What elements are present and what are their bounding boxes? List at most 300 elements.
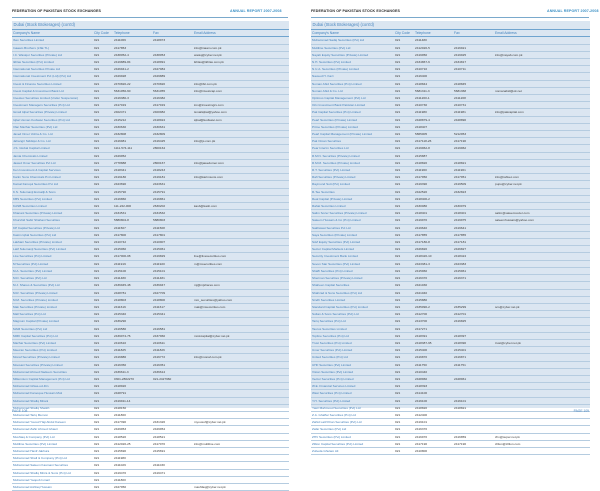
company-name: Noman Abid & Co. Ltd (312, 88, 343, 93)
telephone: 2434531 (114, 211, 127, 216)
right-page (300, 0, 600, 453)
city-code: 021 (94, 81, 100, 86)
company-name: Shaffi Securities (Pvt) Limited (312, 268, 353, 273)
table-row (311, 383, 590, 390)
company-name: Karim Sons Chemicals Pvt Limited (13, 175, 61, 180)
email-address: pupu@cyber.net.pk (495, 182, 522, 187)
company-name: Zafar Securities (Pvt) Ltd (312, 427, 347, 432)
fax: 2419925 (454, 52, 467, 57)
company-name: Mak Securities (Private) Limited (13, 304, 57, 309)
table-row (311, 59, 590, 66)
company-name: Muhammad Sadiq Securities (Pvt) Ltd (312, 38, 365, 43)
telephone: 2412020-25 (114, 441, 131, 446)
fax: 2418821 (454, 405, 467, 410)
company-name: Sultan & Sons Securities (Pvt) Ltd (312, 312, 359, 317)
column-header-name: Company's Name (13, 31, 40, 35)
telephone: 2419101 (415, 420, 428, 425)
city-code: 021 (94, 96, 100, 101)
company-name: MMK Capital Securities (Pvt) Ltd (13, 333, 58, 338)
company-name: Muhammad Shafiq Mirani (13, 398, 49, 403)
telephone: 2434867-6 (415, 60, 430, 64)
telephone: 2411480 (415, 38, 427, 43)
table-row (12, 95, 289, 102)
company-name: R.M.M. Securities (Private) Limited (312, 160, 360, 165)
company-name: Nayab Equity Securities (Private) Limited (312, 52, 369, 57)
fax: 2423631 (153, 182, 166, 187)
company-name: Tariq Securities (Pvt) Ltd (312, 319, 346, 324)
city-code: 021 (94, 132, 100, 137)
fax: 2410711 (454, 67, 466, 72)
table-row (12, 217, 289, 224)
company-name: Noman Abid Securities (Pvt) Limited (312, 81, 362, 86)
company-name: Invest & Finance Securities Limited (13, 81, 62, 86)
telephone: 2402471 (114, 110, 127, 115)
telephone: 2423690 (114, 182, 127, 187)
page-number: PAGE 109 (573, 409, 589, 413)
fax: 2411920 (153, 261, 165, 266)
company-name: Muhammad Shafiq Mirza & Sons (Pvt) Ltd (13, 470, 71, 475)
telephone: 2418387-95 (415, 340, 432, 345)
table-row (12, 225, 289, 232)
fax: 2416772 (153, 355, 166, 360)
fax: 2427709 (153, 290, 166, 295)
email-address: kasb@kasb.com (194, 204, 217, 209)
city-code: 021 (94, 204, 100, 209)
company-name: R.T. Securities (Pvt) Limited (312, 168, 351, 173)
telephone: 2415340 (114, 312, 127, 317)
fax: 2419181 (153, 175, 166, 180)
telephone: 2417390 (114, 420, 127, 425)
telephone: 2410610 (114, 340, 127, 345)
telephone: 2411960 (415, 168, 427, 173)
table-row (311, 145, 590, 152)
telephone: 2422520 (415, 189, 428, 194)
company-name: Real Capital (Private) Limited (312, 196, 353, 201)
city-code: 021 (94, 376, 100, 381)
table-row (12, 470, 289, 477)
telephone: 2411200-1 (415, 96, 430, 101)
company-name: Standard Capital Securities (Pvt) Limited (312, 304, 368, 309)
telephone: 2436611-3 (114, 369, 129, 374)
telephone: 2419911-14 (114, 398, 131, 403)
fax: 2800167 (153, 160, 166, 165)
telephone: 2411750 (415, 362, 427, 367)
company-name: Shahzad & Sons Securities (Pvt) Ltd (312, 290, 363, 295)
city-code: 021 (94, 139, 100, 144)
table-row (12, 455, 289, 462)
city-code: 021 (94, 117, 100, 122)
table-row (12, 81, 289, 88)
city-code: 021 (94, 146, 100, 151)
city-code: 021 (94, 420, 100, 425)
fax: 2419509 (454, 182, 467, 187)
table-row (311, 73, 590, 80)
email-address: ismailiqbal@yahoo.com (194, 110, 227, 115)
table-row (12, 253, 289, 260)
telephone: 2418820 (415, 160, 428, 165)
fax: 2427084 (153, 67, 166, 72)
table-row (311, 376, 590, 383)
table-row (12, 210, 289, 217)
telephone: 2410742 (114, 240, 127, 245)
email-address: wasiq@cyber.net.pk (194, 52, 222, 57)
company-name: Ismail Iqbal Securities (Private) Limited (13, 110, 67, 115)
telephone: 2416100 (415, 398, 428, 403)
telephone: 2418820 (415, 405, 428, 410)
company-name: Shaheen Capital Securities (312, 283, 350, 288)
email-address: saleemhussain@yahoo.com (495, 218, 534, 223)
fax: 2416921 (454, 45, 467, 50)
fax: 5212953 (454, 132, 467, 137)
column-header-fax: Fax (454, 31, 460, 35)
fax: 2416871 (454, 355, 467, 360)
company-name: Multiline Securities (Pvt) Ltd (312, 45, 351, 50)
city-code: 021 (395, 211, 401, 216)
company-name: Vision Securities (Pvt) Limited (312, 369, 354, 374)
telephone: 2410800 (415, 448, 428, 453)
city-code: 021 (395, 103, 401, 108)
telephone: 2429952 (114, 153, 127, 158)
city-code: 021 (395, 196, 401, 201)
company-name: W.E. Financial Services Limited (312, 384, 356, 389)
city-code: 021 (94, 240, 100, 245)
city-code: 021 (395, 175, 401, 180)
email-address: info@inaam.com.pk (194, 45, 222, 50)
company-name: Prime Securities (Private) Limited (312, 124, 358, 129)
fax: 2434532 (153, 211, 166, 216)
city-code: 021 (395, 448, 401, 453)
company-name: Salim Sozer Securities (Private) Limited (312, 211, 367, 216)
city-code: 021 (94, 261, 100, 266)
table-row (12, 412, 289, 419)
company-name: M.M. Securities (Private) Limited (13, 297, 58, 302)
fax: 2411508 (153, 225, 165, 230)
table-row (311, 81, 590, 88)
city-code: 021 (94, 312, 100, 317)
company-name: Kamal Faruqui Securities Pvt Ltd (13, 182, 59, 187)
city-code: 021 (395, 182, 401, 187)
city-code: 021 (94, 189, 100, 194)
table-row (12, 383, 289, 390)
city-code: 021 (94, 211, 100, 216)
company-name: MAM Securities (Pvt) Ltd (13, 326, 48, 331)
company-name: Pearl Capital Management (Private) Limited (312, 132, 373, 137)
table-row (311, 333, 590, 340)
fax: 2411030 (153, 463, 165, 468)
company-name: M.A. Securities (Pvt) Limited (13, 268, 53, 273)
city-code: 021 (395, 67, 401, 72)
fax: 2418401 (454, 211, 467, 216)
table-row (311, 181, 590, 188)
telephone: 2417000-08 (114, 254, 131, 259)
fax: 2419829 (153, 254, 166, 259)
city-code: 021 (94, 276, 100, 281)
company-name: Naveed H. Kazi (312, 74, 334, 79)
fax: 2418390 (454, 340, 467, 345)
company-name: M.R. Securities (Private) Limited (13, 290, 58, 295)
table-row (311, 102, 590, 109)
city-code: 021 (94, 326, 100, 331)
company-name: Saya Securities (Private) Limited (312, 232, 357, 237)
telephone: 2410730 (415, 103, 428, 108)
telephone: 2416970 (415, 434, 428, 439)
telephone: 2411825 (114, 348, 126, 353)
city-code: 021 (395, 96, 401, 101)
telephone: 2428879-4 (415, 117, 430, 122)
fax: 2800164 (153, 146, 166, 151)
city-code: 021 (94, 319, 100, 324)
table-row (12, 390, 289, 397)
column-header-email: Email Address (495, 31, 517, 35)
page-number: PAGE 108 (12, 409, 28, 413)
telephone: 5865005 (415, 132, 428, 137)
fax: 2428890 (454, 117, 467, 122)
email-address: mak@msecurities.com (194, 304, 226, 309)
table-row (12, 484, 289, 491)
telephone: 2419970 (415, 218, 428, 223)
email-address: ims@investmgrs.com (194, 103, 224, 108)
fax: 2415341 (153, 312, 166, 317)
header-report-title: ANNUAL REPORT 2007-2008 (230, 9, 282, 13)
table-row (12, 131, 289, 138)
telephone: 2410440 (415, 369, 428, 374)
fax: 2416351 (153, 362, 166, 367)
fax: 2417181 (454, 240, 467, 245)
company-name: N.H. Securities (Pvt) Limited (312, 60, 351, 64)
company-name: Muhammad Yousuf Haji Abdul Kareem (13, 420, 66, 425)
city-code: 021 (395, 355, 401, 360)
table-row (12, 282, 289, 289)
company-name: Mazhar Securities (Pvt) Limited (13, 340, 56, 345)
city-code: 021 (94, 268, 100, 273)
fax: 2423383 (454, 261, 467, 266)
page-header (311, 9, 599, 13)
city-code: 021 (395, 168, 401, 173)
city-code: 021 (94, 297, 100, 302)
city-code: 021 (395, 189, 401, 194)
city-code: 021 (395, 412, 401, 417)
company-name: Pearl Securities (Private) Limited (312, 117, 358, 122)
company-name: Mohammad Ghias-ud-Din (13, 384, 49, 389)
fax: 5631055 (153, 88, 166, 93)
city-code: 021 (94, 160, 100, 165)
company-name: Taurus Securities Limited (312, 326, 347, 331)
city-code: 021 (94, 88, 100, 93)
fax: 2411617 (153, 304, 165, 309)
table-row (311, 405, 590, 412)
telephone: 2410710 (415, 67, 428, 72)
city-code: 021 (94, 441, 100, 446)
city-code: 021 (94, 348, 100, 353)
telephone: 2415880 (415, 297, 428, 302)
company-name: Invest Capital & Investment Bank Ltd (13, 88, 64, 93)
email-address: info@jawedomer.com (194, 160, 224, 165)
table-row (311, 268, 590, 275)
table-row (311, 419, 590, 426)
city-code: 021 (94, 477, 100, 482)
company-name: Monaf Securities (Private) Limited (13, 355, 60, 360)
table-row (12, 462, 289, 469)
table-row (311, 160, 590, 167)
fax: 2428961 (454, 376, 467, 381)
header-rule (311, 17, 589, 18)
telephone: 2417118-26 (415, 139, 432, 144)
table-row (311, 318, 590, 325)
telephone: 1111-574-111 (114, 146, 133, 151)
company-name: I.C. Wasiqur Securities (Private) Ltd (13, 52, 63, 57)
city-code: 021 (94, 38, 100, 43)
email-address: info@rafisec.com (495, 175, 519, 180)
telephone: 2416350 (114, 362, 127, 367)
company-name: Jahangir Siddiqui & Co. Ltd (13, 139, 51, 144)
city-code: 021 (94, 45, 100, 50)
table-row (12, 297, 289, 304)
city-code: 021 (395, 405, 401, 410)
telephone: 2411980 (415, 110, 427, 115)
company-name: Mushtaq & Company (Pvt) Ltd (13, 434, 55, 439)
city-code: 021 (94, 391, 100, 396)
company-name: Sector Capital Markets Limited (312, 247, 355, 252)
company-name: KP Capital Securities (Private) Ltd (13, 225, 60, 230)
fax: 2415401 (454, 348, 467, 353)
fax: 2415061 (153, 247, 166, 252)
fax: 2417070 (153, 441, 166, 446)
city-code: 021 (94, 254, 100, 259)
telephone: 2419962-8 (415, 146, 430, 151)
table-row (12, 398, 289, 405)
table-row (311, 124, 590, 131)
telephone: 2419889-84 (114, 60, 131, 64)
page-header (12, 9, 288, 13)
email-address: salim@saleemsozer.com (495, 211, 530, 216)
table-row (311, 412, 590, 419)
city-code: 021 (395, 225, 401, 230)
telephone: 2418401 (415, 211, 428, 216)
city-code: 021 (395, 45, 401, 50)
telephone: 2417271 (415, 326, 428, 331)
fax: 2400982 (153, 110, 166, 115)
company-name: M.D. Securities (Pvt) Ltd (13, 276, 47, 281)
telephone: 2418844 (415, 81, 428, 86)
table-row (311, 95, 590, 102)
city-code: 021 (395, 304, 401, 309)
telephone: 2417853 (114, 45, 127, 50)
table-row (12, 203, 289, 210)
city-code: 021 (94, 448, 100, 453)
fax: 2417190 (454, 139, 467, 144)
column-header-city: City Code (395, 31, 410, 35)
city-code: 021 (395, 369, 401, 374)
company-name: Iqbal Usman Kodwavi Securities (Pvt) Ltd (13, 117, 70, 122)
table-row (12, 362, 289, 369)
fax: 2435299 (454, 304, 467, 309)
telephone: 2430080 (415, 204, 428, 209)
table-row (12, 405, 289, 412)
company-name: Sakhawat Securities Pvt Ltd (312, 225, 351, 230)
table-row (12, 189, 289, 196)
company-name: Z.A. Ghaffar Securities (Pvt) Ltd (312, 412, 356, 417)
city-code: 021 (395, 420, 401, 425)
telephone: 2416400 (415, 74, 428, 79)
city-code: 021 (395, 153, 401, 158)
company-name: Moosani Securities (Private) Limited (13, 362, 63, 367)
city-code: 021 (395, 218, 401, 223)
company-name: KASB Securities Limited (13, 204, 47, 209)
city-code: 021 (395, 434, 401, 439)
city-code: 021 (395, 297, 401, 302)
table-row (311, 196, 590, 203)
city-code: 021 (395, 261, 401, 266)
city-code: 021 (395, 427, 401, 432)
email-address: mmkcapital@cyber.net.pk (194, 333, 230, 338)
table-row (12, 426, 289, 433)
table-row (12, 477, 289, 484)
email-address: trust@cyber.net.pk (495, 340, 521, 345)
table-row (311, 138, 590, 145)
email-address: info@nayab.com.pk (495, 52, 523, 57)
fax: 2431326 (153, 420, 166, 425)
company-name: Live Securities (Pvt) Limited (13, 254, 52, 259)
telephone: 2415960 (415, 268, 428, 273)
company-name: International Investment Pvt (Ltd) (Pvt) Ltd (13, 74, 72, 79)
city-code: 021 (94, 434, 100, 439)
table-row (12, 369, 289, 376)
fax: 2437960 (153, 333, 166, 338)
city-code: 021 (395, 333, 401, 338)
city-code: 021 (94, 225, 100, 230)
telephone: 2417019 (114, 103, 127, 108)
company-name: Vector Securities (Pvt) Limited (312, 376, 354, 381)
city-code: 021 (395, 348, 401, 353)
telephone: 2438052-4 (114, 52, 129, 57)
telephone: 2416380-3 (114, 96, 129, 101)
email-address: scs@cyber.net.pk (495, 304, 520, 309)
telephone: 2428781 (114, 290, 127, 295)
telephone: 5880804-8 (114, 218, 129, 223)
company-name: Meezan Securities (Pvt) Limited (13, 348, 57, 353)
company-name: Muhammad Shafiq Sheikh (13, 405, 50, 410)
telephone: 2432808 (114, 132, 127, 137)
company-name: Sindh Securities Limited (312, 297, 346, 302)
fax: 2418521 (153, 434, 166, 439)
table-row (12, 290, 289, 297)
fax: 2410611 (153, 340, 165, 345)
table-row (311, 88, 590, 95)
table-row (12, 174, 289, 181)
column-header-telephone: Telephone (114, 31, 130, 35)
fax: 2429954 (153, 427, 166, 432)
email-address: info@js.com.pk (194, 139, 216, 144)
table-row (12, 304, 289, 311)
company-name: Ibex Securities Limited (13, 38, 45, 43)
company-name: Investec Securities Limited (Under Suspension) (13, 96, 79, 101)
telephone: 2417190 (415, 441, 428, 446)
company-name: Seven Star Securities (Pvt) Limited (312, 261, 360, 266)
table-row (12, 419, 289, 426)
table-row (12, 45, 289, 52)
city-code: 021 (395, 204, 401, 209)
company-name: K.S. Sulemanji Esmailji & Sons (13, 189, 56, 194)
company-name: Lakhani Securities (Private) Limited (13, 240, 62, 245)
company-name: International Securities Private Ltd (13, 67, 61, 72)
table-row (311, 261, 590, 268)
company-name: Jamia Chemicals Limited (13, 153, 48, 158)
city-code: 021 (395, 376, 401, 381)
table-row (311, 253, 590, 260)
company-name: Muhammad Saleem Kasmani Securities (13, 463, 69, 468)
city-code: 021 (395, 60, 401, 64)
company-name: KBS Securities (Pvt) Limited (13, 196, 52, 201)
